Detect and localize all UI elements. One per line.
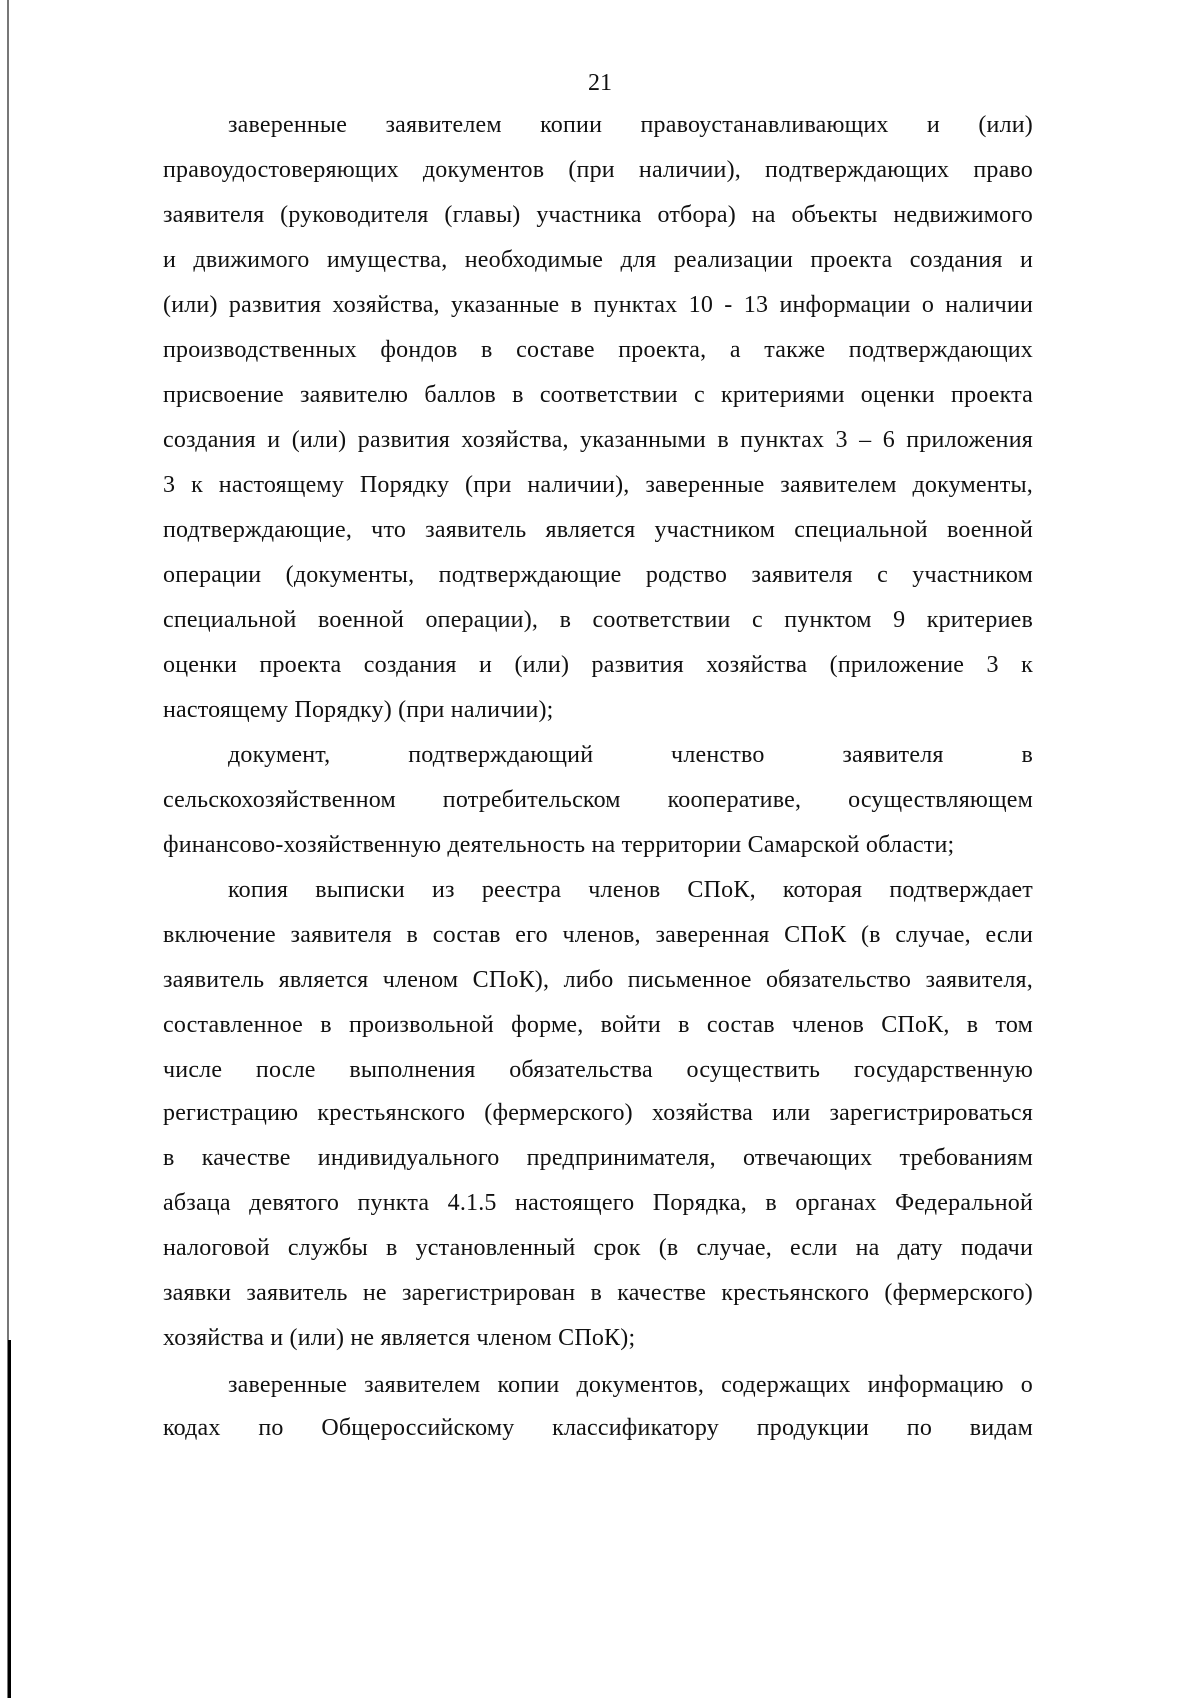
text-line: регистрацию крестьянского (фермерского) хозяйства или зарегистрироваться <box>163 1100 1033 1126</box>
text-line: оценки проекта создания и (или) развития хозяйства (приложение 3 к <box>163 652 1033 678</box>
text-line: числе после выполнения обязательства осуществить государственную <box>163 1057 1033 1083</box>
text-line: заявки заявитель не зарегистрирован в качестве крестьянского (фермерского) <box>163 1280 1033 1306</box>
text-line: включение заявителя в состав его членов, заверенная СПоК (в случае, если <box>163 922 1033 948</box>
text-line: заявителя (руководителя (главы) участника отбора) на объекты недвижимого <box>163 202 1033 228</box>
page-number: 21 <box>588 70 612 96</box>
text-line: сельскохозяйственном потребительском кооперативе, осуществляющем <box>163 787 1033 813</box>
text-line: создания и (или) развития хозяйства, указанными в пунктах 3 – 6 приложения <box>163 427 1033 453</box>
text-line: финансово-хозяйственную деятельность на территории Самарской области; <box>163 832 955 858</box>
text-line: документ, подтверждающий членство заявителя в <box>228 742 1033 768</box>
text-line: производственных фондов в составе проекта, а также подтверждающих <box>163 337 1033 363</box>
text-line: в качестве индивидуального предпринимателя, отвечающих требованиям <box>163 1145 1033 1171</box>
text-line: настоящему Порядку) (при наличии); <box>163 697 554 723</box>
text-line: хозяйства и (или) не является членом СПоК); <box>163 1325 636 1351</box>
text-line: налоговой службы в установленный срок (в случае, если на дату подачи <box>163 1235 1033 1261</box>
scan-edge-shadow <box>8 1340 11 1698</box>
text-line: подтверждающие, что заявитель является участником специальной военной <box>163 517 1033 543</box>
text-line: присвоение заявителю баллов в соответствии с критериями оценки проекта <box>163 382 1033 408</box>
text-line: заверенные заявителем копии правоустанавливающих и (или) <box>228 112 1033 138</box>
text-line: абзаца девятого пункта 4.1.5 настоящего Порядка, в органах Федеральной <box>163 1190 1033 1216</box>
text-line: специальной военной операции), в соответствии с пунктом 9 критериев <box>163 607 1033 633</box>
text-line: заявитель является членом СПоК), либо письменное обязательство заявителя, <box>163 967 1033 993</box>
text-line: 3 к настоящему Порядку (при наличии), заверенные заявителем документы, <box>163 472 1033 498</box>
text-line: составленное в произвольной форме, войти в состав членов СПоК, в том <box>163 1012 1033 1038</box>
text-line: заверенные заявителем копии документов, содержащих информацию о <box>228 1372 1033 1398</box>
text-line: правоудостоверяющих документов (при наличии), подтверждающих право <box>163 157 1033 183</box>
text-line: кодах по Общероссийскому классификатору продукции по видам <box>163 1415 1033 1441</box>
text-line: копия выписки из реестра членов СПоК, которая подтверждает <box>228 877 1033 903</box>
text-line: (или) развития хозяйства, указанные в пунктах 10 - 13 информации о наличии <box>163 292 1033 318</box>
text-line: операции (документы, подтверждающие родство заявителя с участником <box>163 562 1033 588</box>
text-line: и движимого имущества, необходимые для реализации проекта создания и <box>163 247 1033 273</box>
